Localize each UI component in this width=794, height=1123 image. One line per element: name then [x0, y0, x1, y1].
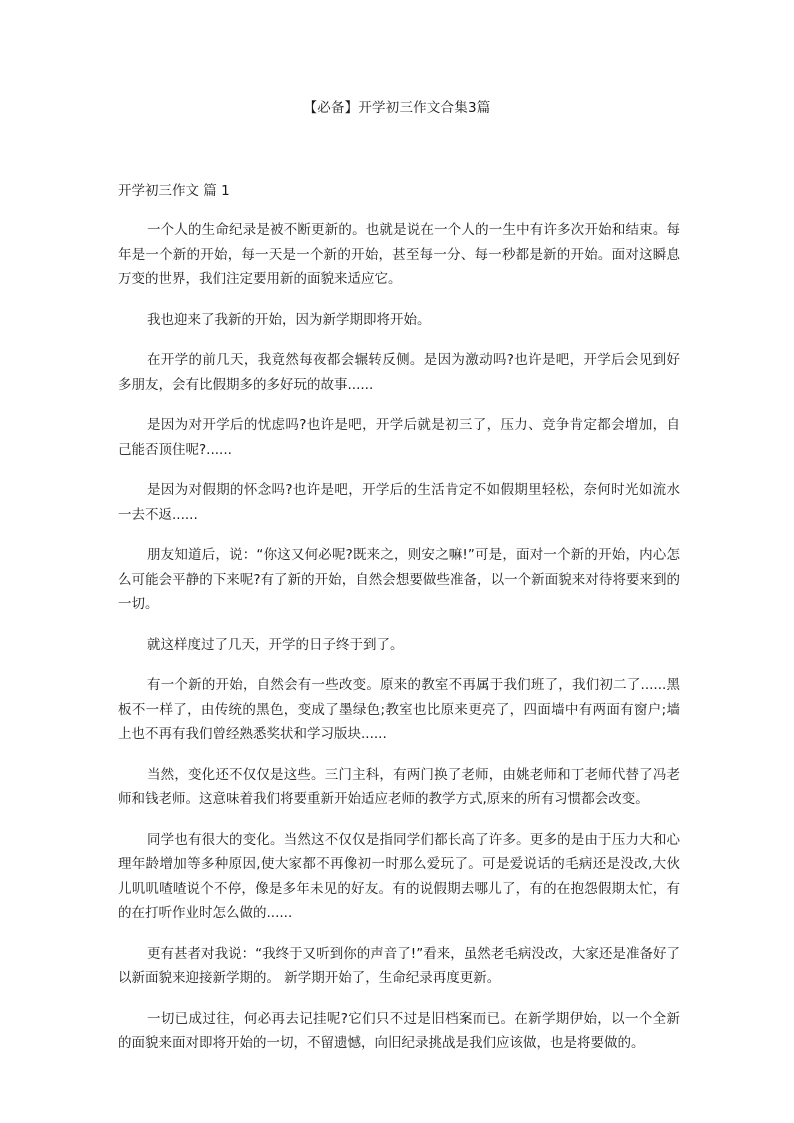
section-heading: 开学初三作文 篇 1 [118, 183, 230, 199]
paragraph: 一个人的生命纪录是被不断更新的。也就是说在一个人的一生中有许多次开始和结束。每年是一个新的开始，每一天是一个新的开始，甚至每一分、每一秒都是新的开始。面对这瞬息万变的世界，我们注定要用新的面貌来适应它。 [118, 222, 680, 287]
paragraph: 有一个新的开始，自然会有一些改变。原来的教室不再属于我们班了，我们初二了......黑板不一样了，由传统的黑色，变成了墨绿色;教室也比原来更亮了，四面墙中有两面有窗户;墙上也不再有我们曾经熟悉奖状和学习版块...... [118, 677, 680, 742]
paragraph: 是因为对开学后的忧虑吗?也许是吧，开学后就是初三了，压力、竞争肯定都会增加，自己能否顶住呢?...... [118, 417, 680, 458]
paragraph: 就这样度过了几天，开学的日子终于到了。 [147, 636, 404, 653]
paragraph: 同学也有很大的变化。当然这不仅仅是指同学们都长高了许多。更多的是由于压力大和心理年龄增加等多种原因,使大家都不再像初一时那么爱玩了。可是爱说话的毛病还是没改,大伙儿叽叽喳喳说个不停，像是多年未见的好友。有的说假期去哪儿了，有的在抱怨假期太忙，有的在打听作业时怎么做的...... [118, 831, 680, 921]
paragraph: 我也迎来了我新的开始，因为新学期即将开始。 [147, 311, 431, 328]
paragraph: 更有甚者对我说：“我终于又听到你的声音了!”看来，虽然老毛病没改，大家还是准备好了以新面貌来迎接新学期的。 新学期开始了，生命纪录再度更新。 [118, 945, 680, 986]
paragraph: 是因为对假期的怀念吗?也许是吧，开学后的生活肯定不如假期里轻松，奈何时光如流水一去不返...... [118, 482, 680, 523]
paragraph: 朋友知道后，说：“你这又何必呢?既来之，则安之嘛!”可是，面对一个新的开始，内心怎么可能会平静的下来呢?有了新的开始，自然会想要做些准备，以一个新面貌来对待将要来到的一切。 [118, 547, 680, 612]
paragraph: 一切已成过往，何必再去记挂呢?它们只不过是旧档案而已。在新学期伊始，以一个全新的面貌来面对即将开始的一切，不留遗憾，向旧纪录挑战是我们应该做，也是将要做的。 [118, 1010, 680, 1051]
article-body [118, 218, 680, 1072]
paragraph: 在开学的前几天，我竟然每夜都会辗转反侧。是因为激动吗?也许是吧，开学后会见到好多朋友，会有比假期多的多好玩的故事...... [118, 352, 680, 393]
paragraph: 当然，变化还不仅仅是这些。三门主科，有两门换了老师，由姚老师和丁老师代替了冯老师和钱老师。这意味着我们将要重新开始适应老师的教学方式,原来的所有习惯都会改变。 [118, 766, 680, 807]
document-title: 【必备】开学初三作文合集3篇 [303, 100, 491, 116]
